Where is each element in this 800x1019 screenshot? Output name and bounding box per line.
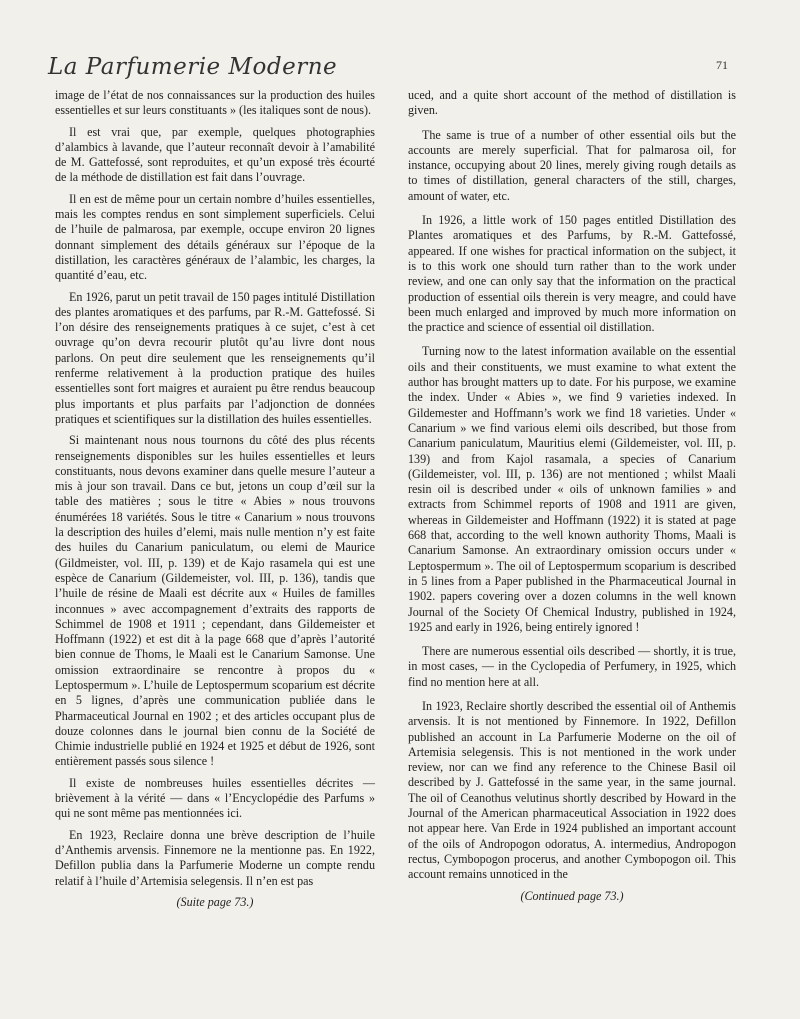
page-number: 71: [716, 58, 728, 72]
left-column: [55, 88, 375, 910]
left-paragraph: Il est vrai que, par exemple, quelques photographies d’alambics à lavande, que l’auteur reconnaît devoir à l’amabilité de M. Gattefossé, sont reproduites, et qu’un exposé très écourté de la méthode de distillation est fait dans l’ouvrage.: [55, 124, 375, 185]
left-paragraph: image de l’état de nos connaissances sur la production des huiles essentielles et sur leurs constituants » (les italiques sont de nous).: [55, 88, 375, 118]
right-continuation-note: (Continued page 73.): [520, 888, 624, 903]
right-paragraph: In 1926, a little work of 150 pages entitled Distillation des Plantes aromatiques et des Parfums, by R.-M. Gattefossé, appeared. If one wishes for practical information on the subject, it is to this work one should turn rather than to the work under review, and one can only say that the information on the practical production of essential oils therein is very meagre, and could have been much enlarged and improved by much more information on the practice and science of essential oil distillation.: [408, 213, 736, 335]
left-paragraph: Il en est de même pour un certain nombre d’huiles essentielles, mais les comptes rendus en sont simplement superficiels. Celui de l’huile de palmarosa, par exemple, occupe environ 20 lignes donnant simplement des détails généraux sur l’époque de la distillation, les caractères généraux de l’alambic, les charges, la quantité d’eau, etc.: [55, 191, 375, 283]
right-paragraph: uced, and a quite short account of the method of distillation is given.: [408, 88, 736, 118]
left-paragraph: En 1923, Reclaire donna une brève description de l’huile d’Anthemis arvensis. Finnemore ne la mentionne pas. En 1922, Defillon publia dans la Parfumerie Moderne un compte rendu relatif à l’huile d’Artemisia selegensis. Il n’en est pas: [55, 827, 375, 888]
left-paragraph: Il existe de nombreuses huiles essentielles décrites — brièvement à la vérité — dans « l’Encyclopédie des Parfums » qui ne sont même pas mentionnées ici.: [55, 775, 375, 821]
masthead-title: La Parfumerie Moderne: [48, 54, 338, 80]
left-continuation-note: (Suite page 73.): [176, 894, 254, 909]
right-paragraph: There are numerous essential oils described — shortly, it is true, in most cases, — in the Cyclopedia of Perfumery, in 1925, which find no mention here at all.: [408, 644, 736, 689]
right-paragraph: The same is true of a number of other essential oils but the accounts are merely superficial. That for palmarosa oil, for instance, occupying about 20 lines, merely giving rough details as to times of distillation, general characters of the still, charges, amount of water, etc.: [408, 127, 736, 203]
left-paragraph: En 1926, parut un petit travail de 150 pages intitulé Distillation des plantes aromatiques et des parfums, par R.-M. Gattefossé. Si l’on désire des renseignements pratiques à ce sujet, c’est à cet ouvrage qu’on devra recourir plutôt qu’au livre dont nous parlons. On peut dire seulement que les renseignements qu’il renferme relativement à la production pratique des huiles essentielles sont fort maigres et auraient pu être rendus beaucoup plus importants et plus parfaits par l’adjonction de données pratiques et scientifiques sur la distillation des huiles essentielles.: [55, 289, 375, 426]
right-column: [408, 88, 736, 904]
left-paragraph: Si maintenant nous nous tournons du côté des plus récents renseignements disponibles sur les huiles essentielles et leurs constituants, nous devons examiner dans quelle mesure l’auteur a mis à jour son travail. Dans ce but, jetons un coup d’œil sur la table des matières ; sous le titre « Abies » nous trouvons énumérées 18 variétés. Sous le titre « Canarium » nous trouvons la description des huiles d’elemi, mais nulle mention n’y est faite des huiles du Canarium paniculatum, ou elemi de Maurice (Gildmeister, vol. III, p. 139) et de Kajo rasamela qui est une espèce de Canarium (Gildemeister, vol. III, p. 136), tandis que l’huile de résine de Maali est décrite aux « Huiles de familles inconnues » avec accompagnement d’extraits des rapports de Schimmel de 1908 et 1911 ; cependant, dans Gildemeister et Hoffmann (1922) et est dit à la page 668 que d’après l’autorité bien connue de Thoms, le Maali est le Canarium Samonse. Une omission extraordinaire se rencontre à propos du « Leptospermum ». L’huile de Leptospermum scoparium est décrite en 5 lignes, d’après une communication publiée dans le Pharmaceutical Journal en 1902 ; et des articles occupant plus de douze colonnes dans le journal bien connu de la Société de Chimie industrielle publié en 1924 et 1925 et début de 1926, sont entièrement passés sous silence !: [55, 433, 375, 769]
right-paragraph: Turning now to the latest information available on the essential oils and their constituents, we must examine to what extent the author has brought matters up to date. For his purpose, we examine the index. Under « Abies », we find 9 varieties indexed. In Gildemester and Hoffmann’s work we find 18 varieties. Under « Canarium » we find various elemi oils described, but those from Canarium paniculatum, Mauritius elemi (Gildemeister, vol. III, p. 139) and from Kajol rasamala, a species of Canarium (Gildemeister, vol. III, p. 136) are not mentioned ; whilst Maali resin oil is described under « oils of unknown families » and extracts from Schimmel reports of 1908 and 1911 are given, whereas in Gildemeister and Hoffmann (1922) it is stated at page 668 that, according to the well known authority Thoms, Maali is Canarium Samonse. An extraordinary omission occurs under « Leptospermum ». The oil of Leptospermum scoparium is described in 5 lines from a Paper published in the Pharmaceutical Journal in 1902. papers covering over a dozen columns in the well known Journal of the Society Of Chemical Industry, published in 1924, 1925 and early in 1926, being entirely ignored !: [408, 344, 736, 634]
right-paragraph: In 1923, Reclaire shortly described the essential oil of Anthemis arvensis. It is not mentioned by Finnemore. In 1922, Defillon published an account in La Parfumerie Moderne on the oil of Artemisia selegensis. This is not mentioned in the work under review, nor can we find any reference to the Chinese Basil oil described by J. Gattefossé in the same year, in the same journal. The oil of Ceanothus velutinus shortly described by Howard in the Journal of the American pharmaceutical Association in 1922 does not appear here. Van Erde in 1924 published an important account of the oils of Andropogon odoratus, A. intermedius, Andropogon rectus, Cymbopogon procerus, and another Cymbopogon oil. This account remains unnoticed in the: [408, 698, 736, 882]
